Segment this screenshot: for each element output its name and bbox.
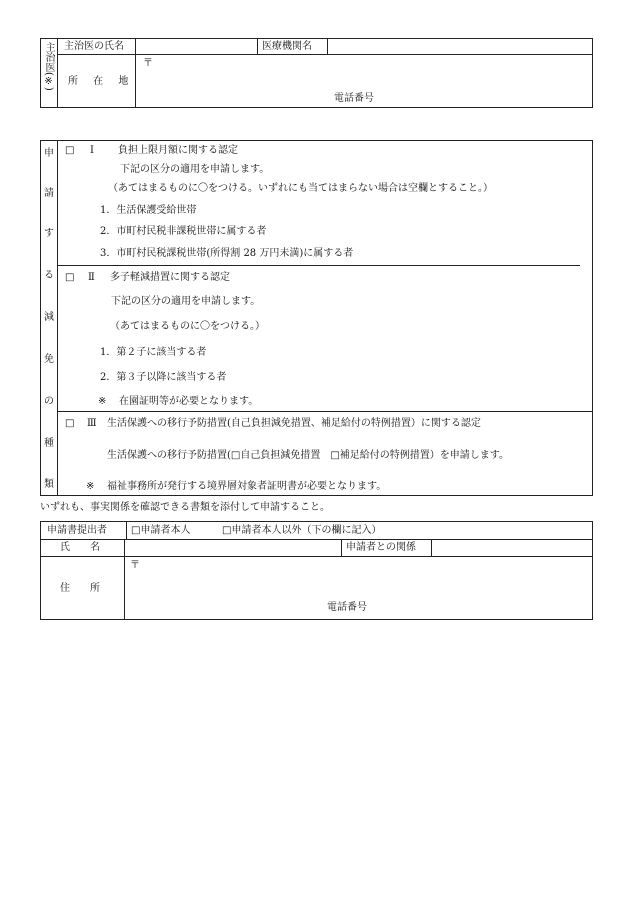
submitter-relation-divider (341, 539, 342, 556)
sec1-checkbox[interactable]: □ (65, 145, 75, 156)
submitter-option-self[interactable]: □申請者本人 (131, 525, 191, 536)
submitter-name-label: 氏 名 (60, 542, 100, 553)
sec3-checkbox[interactable]: □ (65, 418, 75, 429)
sec3-number: Ⅲ (87, 418, 97, 429)
submitter-row2-divider (40, 556, 593, 557)
sec1-line2: （あてはまるものに〇をつける。いずれにも当てはまらない場合は空欄とすること。） (108, 183, 493, 194)
sec1-line1: 下記の区分の適用を申請します。 (120, 164, 270, 175)
reduction-sec2-divider (57, 411, 593, 412)
reduction-side-char-2: す (44, 228, 54, 239)
sec2-item-2: 2．第３子以降に該当する者 (100, 372, 227, 383)
sec2-title: 多子軽減措置に関する認定 (110, 272, 230, 283)
sec2-item-1: 1．第２子に該当する者 (100, 347, 207, 358)
doctor-address-label: 所 在 地 (68, 76, 135, 87)
sec3-line1: 生活保護への移行予防措置(□自己負担減免措置 □補足給付の特例措置）を申請します。 (107, 450, 509, 461)
doctor-institution-value[interactable] (332, 41, 587, 53)
sec1-item-3: 3．市町村民税課税世帯(所得割 28 万円未満)に属する者 (100, 248, 354, 259)
submitter-name-value[interactable] (130, 542, 335, 554)
sec3-title: 生活保護への移行予防措置(自己負担減免措置、補足給付の特例措置）に関する認定 (107, 418, 481, 429)
doctor-phone-label: 電話番号 (334, 93, 374, 104)
doctor-side-divider (57, 38, 58, 108)
doctor-inst-divider (327, 38, 328, 54)
reduction-side-char-1: 請 (44, 188, 54, 199)
submitter-relation-value-divider (431, 539, 432, 556)
doctor-side-label: 主治医(※) (43, 42, 54, 91)
reduction-side-char-6: の (44, 396, 54, 407)
reduction-side-char-0: 申 (44, 148, 54, 159)
submitter-address-label: 住 所 (60, 583, 100, 594)
submitter-option-other[interactable]: □申請者本人以外（下の欄に記入） (222, 525, 382, 536)
sec2-checkbox[interactable]: □ (65, 272, 75, 283)
submitter-label: 申請書提出者 (47, 525, 107, 536)
sec1-item-1: 1．生活保護受給世帯 (100, 205, 197, 216)
sec3-note-mark: ※ (86, 481, 95, 492)
reduction-sec1-divider (57, 265, 580, 266)
sec2-note-mark: ※ (98, 396, 107, 407)
doctor-postal-mark: 〒 (143, 58, 153, 69)
sec1-number: Ⅰ (90, 145, 94, 156)
sec2-note: 在園証明等が必要となります。 (119, 396, 259, 407)
sec3-note: 福祉事務所が発行する境界層対象者証明書が必要となります。 (107, 481, 387, 492)
doctor-name-value[interactable] (140, 41, 252, 53)
reduction-side-char-7: 種 (44, 438, 54, 449)
submitter-relation-value[interactable] (436, 542, 586, 554)
reduction-side-char-3: る (44, 270, 54, 281)
reduction-side-char-4: 減 (44, 312, 54, 323)
submitter-phone-label: 電話番号 (327, 602, 367, 613)
submitter-postal-mark: 〒 (130, 560, 140, 571)
submitter-row1-divider (40, 539, 593, 540)
reduction-side-char-8: 類 (44, 479, 54, 490)
doctor-name-label: 主治医の氏名 (64, 41, 124, 52)
reduction-side-char-5: 免 (44, 354, 54, 365)
submitter-label-divider (124, 539, 125, 620)
reduction-side-divider (57, 140, 58, 496)
doctor-institution-label: 医療機関名 (262, 41, 312, 52)
sec1-title: 負担上限月額に関する認定 (118, 145, 238, 156)
sec2-line1: 下記の区分の適用を申請します。 (111, 296, 261, 307)
submitter-label-divider-top (126, 521, 127, 539)
submitter-relation-label: 申請者との関係 (346, 542, 416, 553)
doctor-label-divider (135, 38, 136, 108)
sec1-item-2: 2．市町村民税非課税世帯に属する者 (100, 226, 267, 237)
doctor-row-divider (57, 54, 593, 55)
sec2-line2: （あてはまるものに〇をつける。） (110, 321, 265, 332)
sec2-number: Ⅱ (88, 272, 95, 283)
instruction-text: いずれも、事実関係を確認できる書類を添付して申請すること。 (40, 502, 330, 513)
doctor-name-divider (257, 38, 258, 54)
